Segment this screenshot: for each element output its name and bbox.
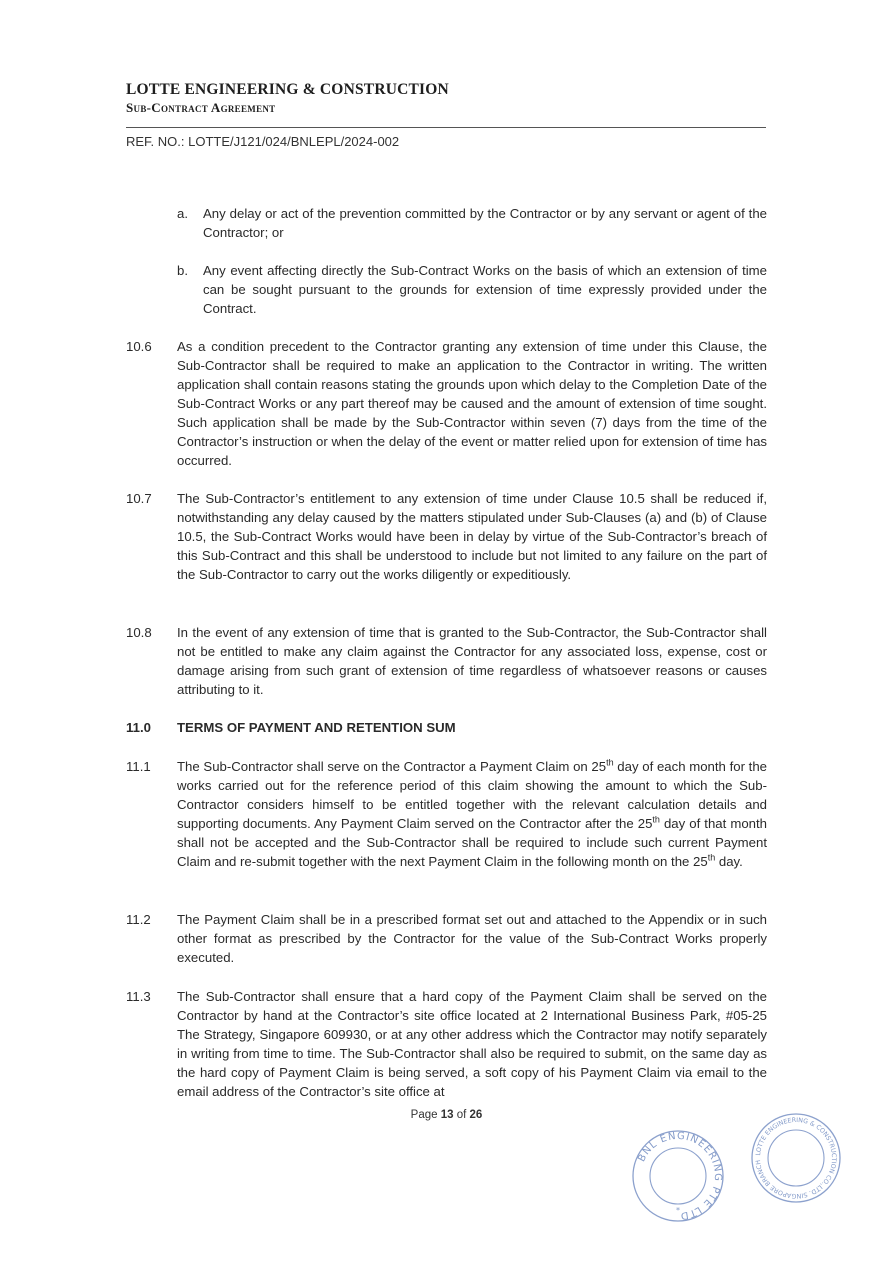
sub-clause-a [177, 204, 767, 242]
clause-number: 10.7 [126, 491, 152, 506]
clause-number: 11.2 [126, 912, 151, 927]
company-stamp-right [748, 1110, 844, 1206]
section-number: 11.0 [126, 720, 151, 735]
svg-text:*: * [676, 1206, 680, 1215]
clause-11-3 [126, 987, 767, 1101]
clause-10-8 [126, 623, 767, 699]
clause-10-6 [126, 337, 767, 470]
clause-number: 10.8 [126, 625, 152, 640]
svg-text:LOTTE ENGINEERING & CONSTRUCTI: LOTTE ENGINEERING & CONSTRUCTION CO.,LTD. SINGAPORE BRANCH [755, 1116, 838, 1200]
sub-clause-label: a. [177, 206, 188, 221]
clause-text: The Sub-Contractor’s entitlement to any extension of time under Clause 10.5 shall be reduced if, notwithstanding any delay caused by the matters stipulated under Sub-Clauses (a) and (b) of Clause 10.5, the Sub-Contract Works would have been in delay by virtue of the Sub-Contractor’s breach of this Sub-Contract and this shall be understood to include but not limited to any failure on the part of the Sub-Contractor to carry out the works diligently or expeditiously. [177, 491, 767, 582]
sub-clause-text: Any delay or act of the prevention committed by the Contractor or by any servant or agent of the Contractor; or [203, 206, 767, 240]
clause-text: As a condition precedent to the Contractor granting any extension of time under this Clause, the Sub-Contractor shall be required to make an application to the Contractor in writing. The written application shall contain reasons stating the grounds upon which delay to the Completion Date of the Sub-Contract Works or any part thereof may be caused and the amount of extension of time sought. Such application shall be made by the Sub-Contractor within seven (7) days from the time of the Contractor’s instruction or when the delay of the event or matter relied upon for extension of time has occurred. [177, 339, 767, 468]
company-name: LOTTE ENGINEERING & CONSTRUCTION [126, 81, 449, 98]
clause-11-2 [126, 910, 767, 967]
clause-number: 11.1 [126, 759, 151, 774]
header-divider [126, 127, 766, 128]
clause-number: 11.3 [126, 989, 151, 1004]
clause-number: 10.6 [126, 339, 152, 354]
sub-clause-text: Any event affecting directly the Sub-Contract Works on the basis of which an extension of time can be sought pursuant to the grounds for extension of time expressly provided under the Contract. [203, 263, 767, 316]
clause-10-7 [126, 489, 767, 584]
sub-clause-b [177, 261, 767, 318]
company-stamp-left [628, 1126, 728, 1226]
clause-text: The Sub-Contractor shall serve on the Contractor a Payment Claim on 25th day of each month for the works carried out for the reference period of this claim showing the amount to which the Sub-Contractor considers himself to be entitled together with the relevant calculation details and supporting documents. Any Payment Claim served on the Contractor after the 25th day of that month shall not be accepted and the Sub-Contractor shall be required to include such current Payment Claim and re-submit together with the next Payment Claim in the following month on the 25th day. [177, 757, 767, 869]
page-number: Page 13 of 26 [410, 1109, 483, 1121]
clause-text: The Payment Claim shall be in a prescribed format set out and attached to the Appendix or in such other format as prescribed by the Contractor for the value of the Sub-Contract Works properly executed. [177, 912, 767, 965]
svg-text:BNL ENGINEERING PTE LTD: BNL ENGINEERING PTE LTD [636, 1130, 724, 1222]
reference-number: REF. NO.: LOTTE/J121/024/BNLEPL/2024-002 [126, 134, 400, 149]
document-subtitle: Sub-Contract Agreement [126, 100, 276, 115]
clause-text: The Sub-Contractor shall ensure that a hard copy of the Payment Claim shall be served on the Contractor by hand at the Contractor’s site office located at 2 International Business Park, #05-25 The Strategy, Singapore 609930, or at any other address which the Contractor may notify separately in writing from time to time. The Sub-Contractor shall also be required to submit, on the same day as the hard copy of Payment Claim is being served, a soft copy of his Payment Claim via email to the email address of the Contractor’s site office at [177, 989, 767, 1099]
clause-text: In the event of any extension of time that is granted to the Sub-Contractor, the Sub-Contractor shall not be entitled to make any claim against the Contractor for any associated loss, expense, cost or damage arising from such grant of extension of time regardless of whatsoever reasons or causes attributing to it. [177, 625, 767, 697]
section-title: TERMS OF PAYMENT AND RETENTION SUM [177, 720, 456, 735]
clause-11-1 [126, 757, 767, 871]
sub-clause-label: b. [177, 263, 188, 278]
